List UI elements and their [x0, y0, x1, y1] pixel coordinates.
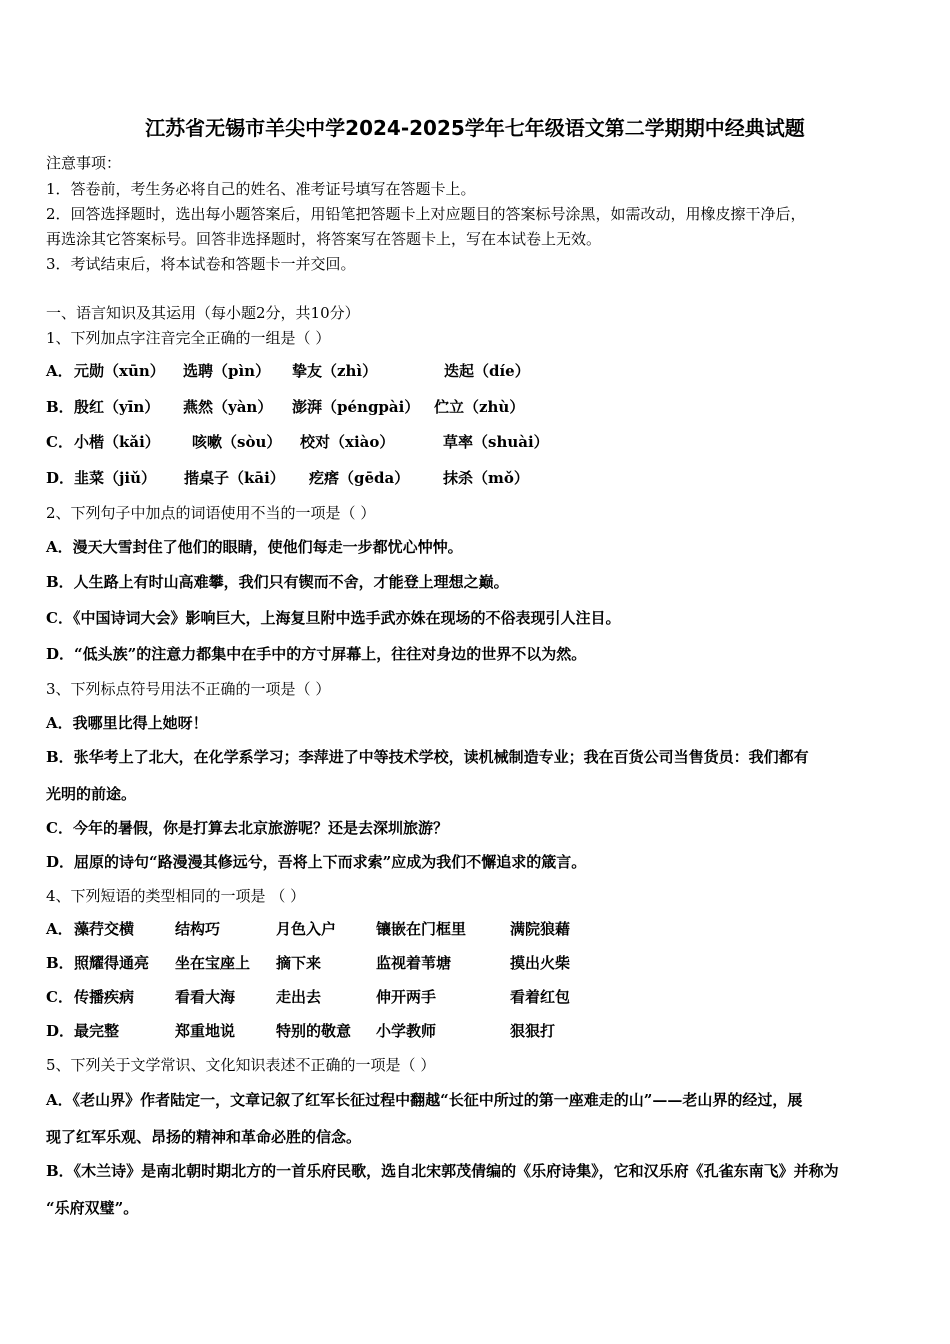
q5-stem: 5、下列关于文学常识、文化知识表述不正确的一项是（ ）: [46, 1056, 436, 1074]
notice-item-3: 3．考试结束后，将本试卷和答题卡一并交回。: [46, 255, 356, 273]
option-item: 疙瘩（gēda）: [309, 469, 410, 487]
option-item: 结构巧: [175, 920, 221, 938]
option-item: 燕然（yàn）: [183, 398, 273, 416]
q3-option-b-line-1: B．张华考上了北大，在化学系学习；李萍进了中等技术学校，读机械制造专业；我在百货公司当售货员：我们都有: [46, 748, 809, 766]
option-item: 满院狼藉: [510, 920, 571, 938]
option-item: 殷红（yīn）: [74, 398, 160, 416]
page-title: 江苏省无锡市羊尖中学2024-2025学年七年级语文第二学期期中经典试题: [145, 116, 805, 140]
option-item: 照耀得通亮: [74, 954, 150, 972]
option-letter: B．: [46, 954, 74, 972]
q3-option-c: C．今年的暑假，你是打算去北京旅游呢？还是去深圳旅游？: [46, 819, 448, 837]
option-letter: B．: [46, 398, 74, 416]
option-letter: D．: [46, 1022, 75, 1040]
option-item: 揩桌子（kāi）: [184, 469, 285, 487]
option-letter: A．: [46, 920, 73, 938]
option-item: 监视着苇塘: [376, 954, 452, 972]
q4-stem: 4、下列短语的类型相同的一项是 （ ）: [46, 887, 306, 905]
q3-option-b-line-2: 光明的前途。: [46, 785, 137, 803]
option-item: 小学教师: [376, 1022, 437, 1040]
notice-item-1: 1．答卷前，考生务必将自己的姓名、准考证号填写在答题卡上。: [46, 180, 476, 198]
option-item: 摘下来: [276, 954, 322, 972]
q2-stem: 2、下列句子中加点的词语使用不当的一项是（ ）: [46, 504, 376, 522]
q5-option-b-line-1: B．《木兰诗》是南北朝时期北方的一首乐府民歌，选自北宋郭茂倩编的《乐府诗集》，它和汉乐府《孔雀东南飞》并称为: [46, 1162, 839, 1180]
option-item: 澎湃（péngpài）: [292, 398, 420, 416]
notice-item-2-line-2: 再选涂其它答案标号。回答非选择题时，将答案写在答题卡上，写在本试卷上无效。: [46, 230, 602, 248]
option-item: 走出去: [276, 988, 322, 1006]
q5-option-a-line-2: 现了红军乐观、昂扬的精神和革命必胜的信念。: [46, 1128, 362, 1146]
option-item: 镶嵌在门框里: [376, 920, 467, 938]
q5-option-b-line-2: “乐府双璧”。: [46, 1199, 139, 1217]
option-letter: C．: [46, 988, 73, 1006]
q5-option-a-line-1: A．《老山界》作者陆定一，文章记叙了红军长征过程中翻越“长征中所过的第一座难走的山”——老山界的经过，展: [46, 1091, 803, 1109]
q1-stem: 1、下列加点字注音完全正确的一组是（ ）: [46, 329, 331, 347]
q2-option-c: C．《中国诗词大会》影响巨大，上海复旦附中选手武亦姝在现场的不俗表现引人注目。: [46, 609, 621, 627]
notice-item-2-line-1: 2．回答选择题时，选出每小题答案后，用铅笔把答题卡上对应题目的答案标号涂黑，如需改动，用橡皮擦干净后，: [46, 205, 806, 223]
option-item: 咳嗽（sòu）: [192, 433, 282, 451]
q2-option-a: A．漫天大雪封住了他们的眼睛，使他们每走一步都忧心忡忡。: [46, 538, 463, 556]
option-letter: A．: [46, 362, 73, 380]
option-item: 小楷（kǎi）: [74, 433, 160, 451]
q2-option-d: D．“低头族”的注意力都集中在手中的方寸屏幕上，往往对身边的世界不以为然。: [46, 645, 587, 663]
option-item: 抹杀（mǒ）: [443, 469, 529, 487]
option-item: 藻荇交横: [74, 920, 135, 938]
option-item: 挚友（zhì）: [292, 362, 378, 380]
option-letter: C．: [46, 433, 73, 451]
option-letter: D．: [46, 469, 75, 487]
option-item: 选聘（pìn）: [183, 362, 271, 380]
option-item: 元勋（xūn）: [74, 362, 165, 380]
option-item: 狠狠打: [510, 1022, 556, 1040]
option-item: 伫立（zhù）: [434, 398, 525, 416]
option-item: 看着红包: [510, 988, 571, 1006]
option-item: 摸出火柴: [510, 954, 571, 972]
option-item: 校对（xiào）: [300, 433, 395, 451]
option-item: 迭起（díe）: [444, 362, 530, 380]
option-item: 月色入户: [276, 920, 337, 938]
q3-stem: 3、下列标点符号用法不正确的一项是（ ）: [46, 680, 331, 698]
q2-option-b: B．人生路上有时山高难攀，我们只有锲而不舍，才能登上理想之巅。: [46, 573, 509, 591]
option-item: 看看大海: [175, 988, 236, 1006]
section-heading: 一、语言知识及其运用（每小题2分，共10分）: [46, 304, 360, 322]
option-item: 传播疾病: [74, 988, 135, 1006]
option-item: 特别的敬意: [276, 1022, 352, 1040]
q3-option-d: D．屈原的诗句“路漫漫其修远兮，吾将上下而求索”应成为我们不懈追求的箴言。: [46, 853, 587, 871]
option-item: 坐在宝座上: [175, 954, 251, 972]
option-item: 韭菜（jiǔ）: [74, 469, 157, 487]
option-item: 最完整: [74, 1022, 120, 1040]
option-item: 伸开两手: [376, 988, 437, 1006]
q3-option-a: A．我哪里比得上她呀！: [46, 714, 208, 732]
option-item: 草率（shuài）: [443, 433, 549, 451]
notice-heading: 注意事项：: [46, 154, 122, 172]
option-item: 郑重地说: [175, 1022, 236, 1040]
